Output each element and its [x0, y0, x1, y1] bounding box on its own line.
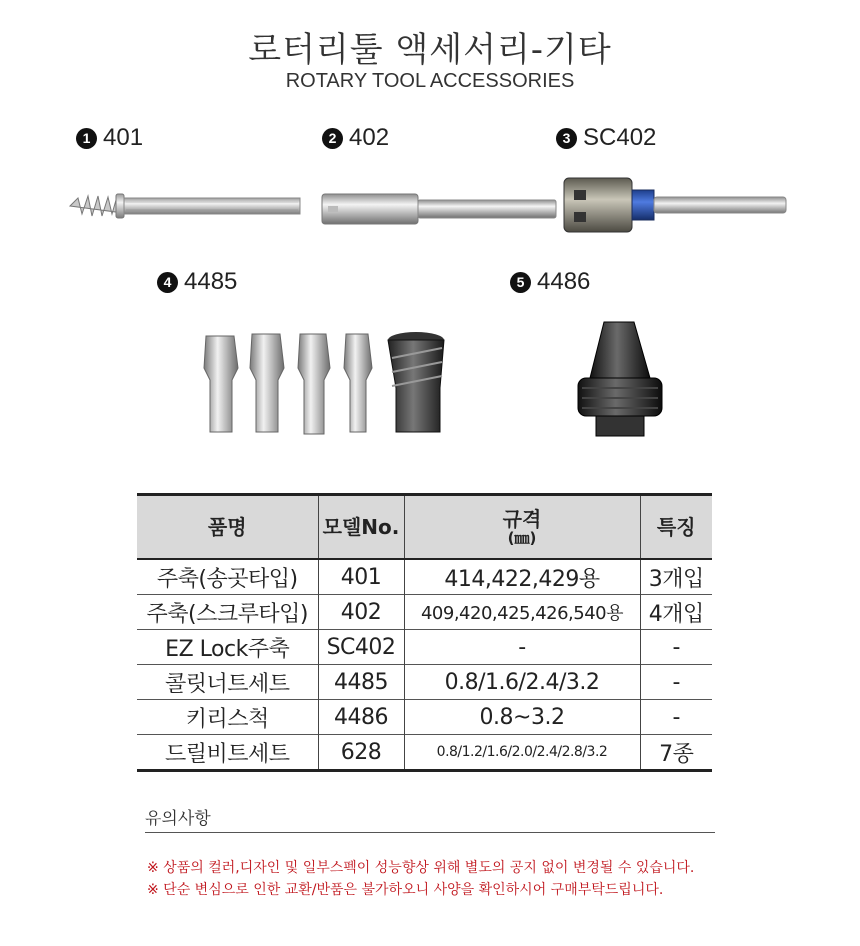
cell-model: 402 [318, 595, 404, 630]
collet-nut-set-image [196, 328, 450, 440]
table-row [137, 735, 712, 771]
product-label-1 [76, 124, 143, 152]
product-model: 4485 [184, 268, 238, 295]
mandrel-402-image [320, 192, 558, 226]
cell-name: EZ Lock주축 [137, 630, 318, 665]
product-model: 402 [349, 124, 390, 151]
cell-model: 4485 [318, 665, 404, 700]
number-badge: 1 [76, 128, 97, 149]
notice-heading: 유의사항 [145, 809, 211, 829]
cell-model: SC402 [318, 630, 404, 665]
cell-spec: - [404, 630, 640, 665]
product-model: SC402 [583, 124, 657, 151]
cell-feature: 3개입 [640, 559, 712, 595]
product-label-5 [510, 268, 590, 296]
cell-feature: 7종 [640, 735, 712, 771]
table-row [137, 630, 712, 665]
cell-name: 주축(송곳타입) [137, 559, 318, 595]
cell-name: 주축(스크루타입) [137, 595, 318, 630]
notice-line-2: ※ 단순 변심으로 인한 교환/반품은 불가하오니 사양을 확인하시어 구매부탁드립니다. [147, 882, 664, 898]
number-badge: 4 [157, 272, 178, 293]
table-header-row [137, 495, 712, 560]
cell-name: 드릴비트세트 [137, 735, 318, 771]
product-label-2 [322, 124, 389, 152]
keyless-chuck-image [572, 318, 668, 440]
cell-feature: - [640, 665, 712, 700]
header-spec [404, 495, 640, 560]
table-row [137, 665, 712, 700]
header-model-no: 모델No. [318, 495, 404, 560]
notice-line-1: ※ 상품의 컬러,디자인 및 일부스펙이 성능향상 위해 별도의 공지 없이 변경될 수 있습니다. [147, 860, 695, 876]
cell-name: 키리스척 [137, 700, 318, 735]
cell-feature: - [640, 630, 712, 665]
spec-table [137, 493, 712, 772]
cell-model: 4486 [318, 700, 404, 735]
header-spec-label: 규격 [502, 506, 542, 531]
cell-model: 401 [318, 559, 404, 595]
cell-feature: 4개입 [640, 595, 712, 630]
cell-spec: 409,420,425,426,540용 [404, 595, 640, 630]
product-label-3 [556, 124, 656, 152]
header-feature: 특징 [640, 495, 712, 560]
cell-name: 콜릿너트세트 [137, 665, 318, 700]
table-row [137, 700, 712, 735]
notice-divider [145, 832, 715, 833]
number-badge: 5 [510, 272, 531, 293]
ez-lock-mandrel-image [560, 172, 790, 238]
cell-spec: 414,422,429용 [404, 559, 640, 595]
mandrel-401-image [66, 188, 306, 224]
product-model: 4486 [537, 268, 591, 295]
table-row [137, 595, 712, 630]
cell-spec: 0.8~3.2 [404, 700, 640, 735]
header-spec-unit: (㎜) [507, 528, 537, 547]
cell-spec: 0.8/1.2/1.6/2.0/2.4/2.8/3.2 [404, 735, 640, 771]
product-label-4 [157, 268, 237, 296]
header-product-name: 품명 [137, 495, 318, 560]
table-row [137, 559, 712, 595]
page-title: 로터리툴 액세서리-기타 [248, 30, 612, 70]
cell-feature: - [640, 700, 712, 735]
page-subtitle: ROTARY TOOL ACCESSORIES [285, 70, 575, 92]
product-model: 401 [103, 124, 144, 151]
number-badge: 3 [556, 128, 577, 149]
cell-spec: 0.8/1.6/2.4/3.2 [404, 665, 640, 700]
cell-model: 628 [318, 735, 404, 771]
number-badge: 2 [322, 128, 343, 149]
